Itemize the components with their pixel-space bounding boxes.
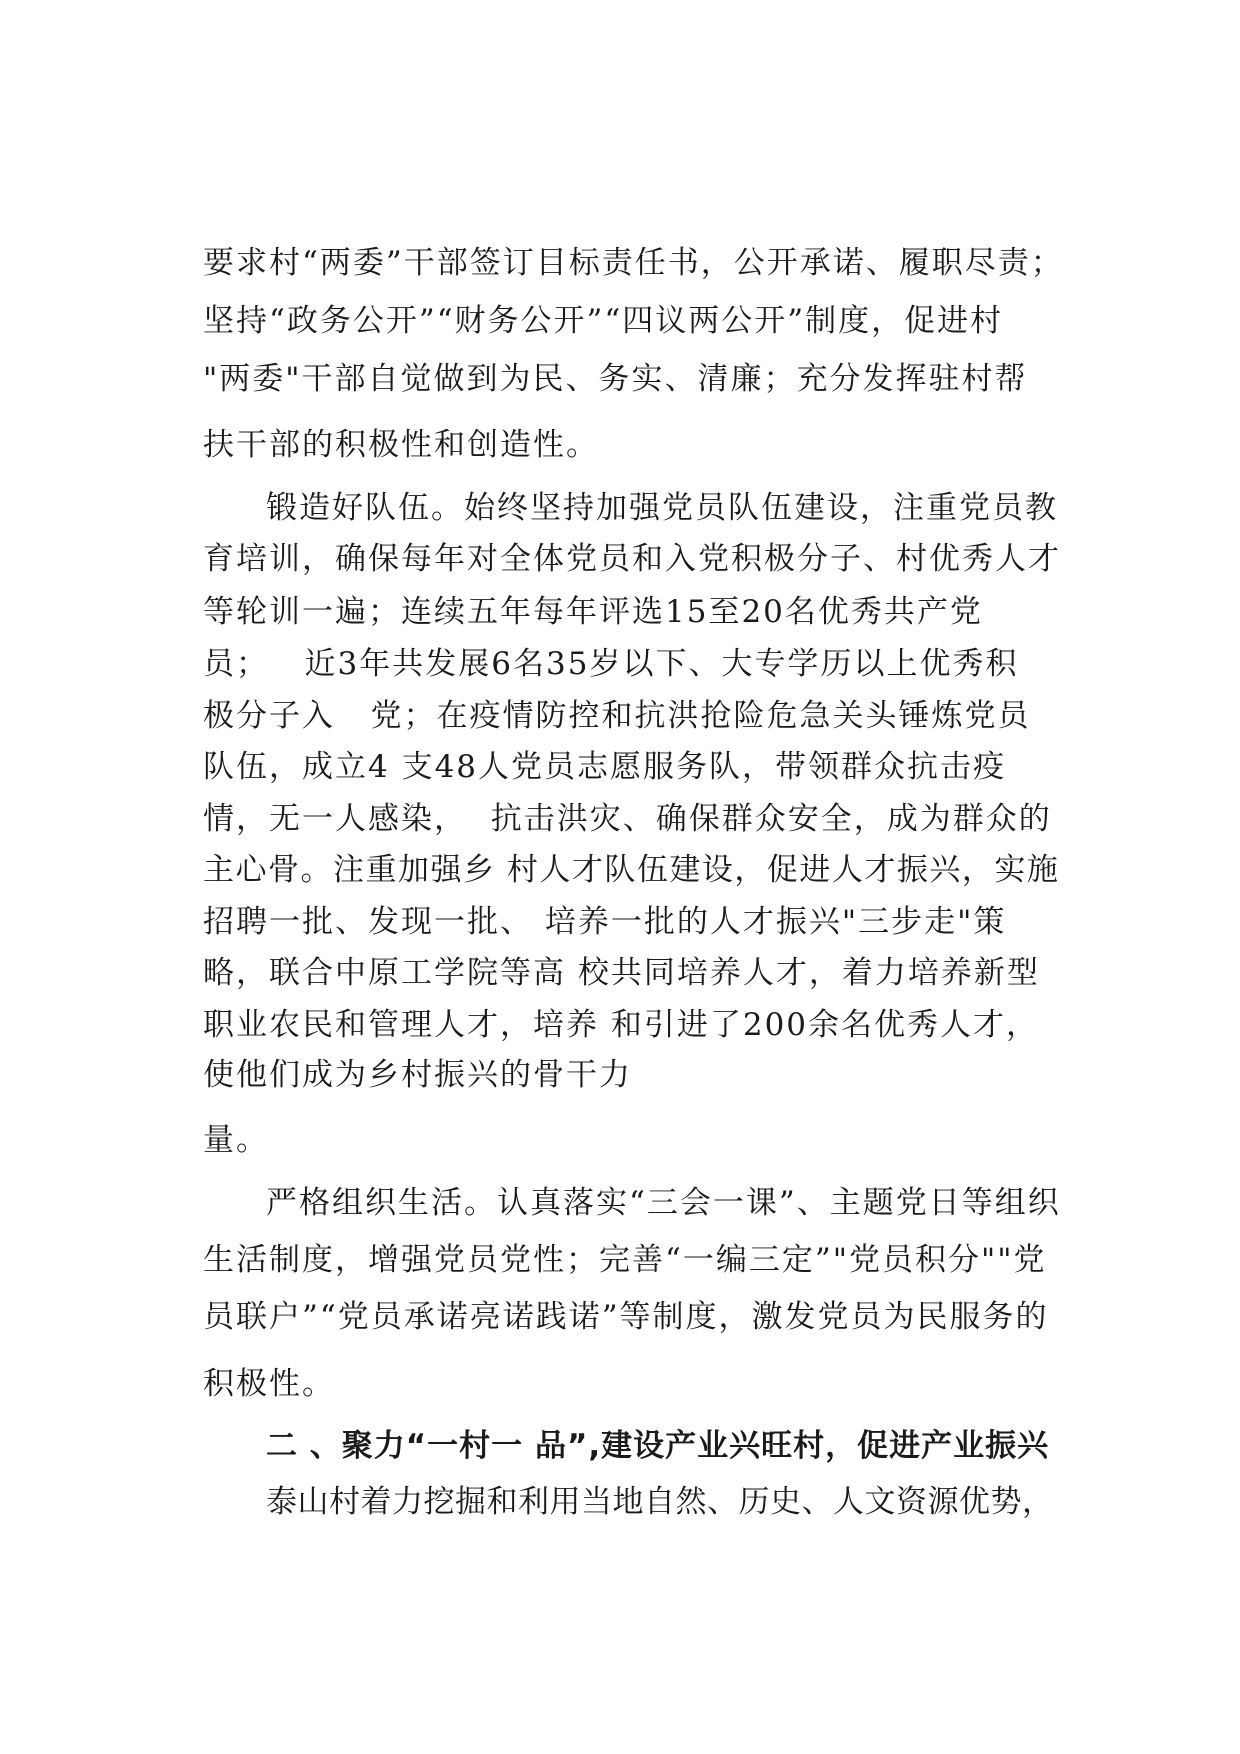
paragraph-first-line: 泰山村着力挖掘和利用当地自然、历史、人文资源优势， [266,1484,1054,1520]
text-line: "两委"干部自觉做到为民、务实、清廉；充分发挥驻村帮 [203,361,1028,397]
text-line: 招聘一批、发现一批、 培养一批的人才振兴"三步走"策 [203,904,1007,940]
text-line: 育培训，确保每年对全体党员和入党积极分子、村优秀人才 [203,541,1061,577]
text-line: 极分子入 党；在疫情防控和抗洪抢险危急关头锤炼党员 [203,698,1031,734]
text-line: 坚持“政务公开”“财务公开”“四议两公开”制度，促进村 [203,303,1004,339]
text-line: 员； 近3年共发展6名35岁以下、大专学历以上优秀积 [203,646,1019,682]
text-line: 扶干部的积极性和创造性。 [203,427,599,463]
text-line: 略，联合中原工学院等高 校共同培养人才，着力培养新型 [203,955,1040,991]
paragraph-first-line: 严格组织生活。认真落实“三会一课”、主题党日等组织 [266,1185,1061,1221]
paragraph-first-line: 锻造好队伍。始终坚持加强党员队伍建设，注重党员教 [266,490,1058,526]
text-line: 员联户”“党员承诺亮诺践诺”等制度，激发党员为民服务的 [203,1299,1049,1335]
text-line: 要求村“两委”干部签订目标责任书，公开承诺、履职尽责； [203,245,1064,281]
text-line: 等轮训一遍；连续五年每年评选15至20名优秀共产党 [203,594,983,630]
text-line: 情，无一人感染， 抗击洪灾、确保群众安全，成为群众的 [203,801,1052,837]
text-line: 队伍，成立4 支48人党员志愿服务队，带领群众抗击疫 [203,749,1007,785]
text-line: 职业农民和管理人才，培养 和引进了200余名优秀人才， [203,1007,1040,1043]
text-line: 积极性。 [203,1366,335,1402]
text-line: 主心骨。注重加强乡 村人才队伍建设，促进人才振兴，实施 [203,852,1060,888]
text-line: 量。 [203,1122,269,1158]
text-line: 生活制度，增强党员党性；完善“一编三定”"党员积分""党 [203,1242,1047,1278]
text-line: 使他们成为乡村振兴的骨干力 [203,1057,632,1093]
section-heading: 二 、聚力“一村一 品”,建设产业兴旺村，促进产业振兴 [266,1428,1050,1464]
